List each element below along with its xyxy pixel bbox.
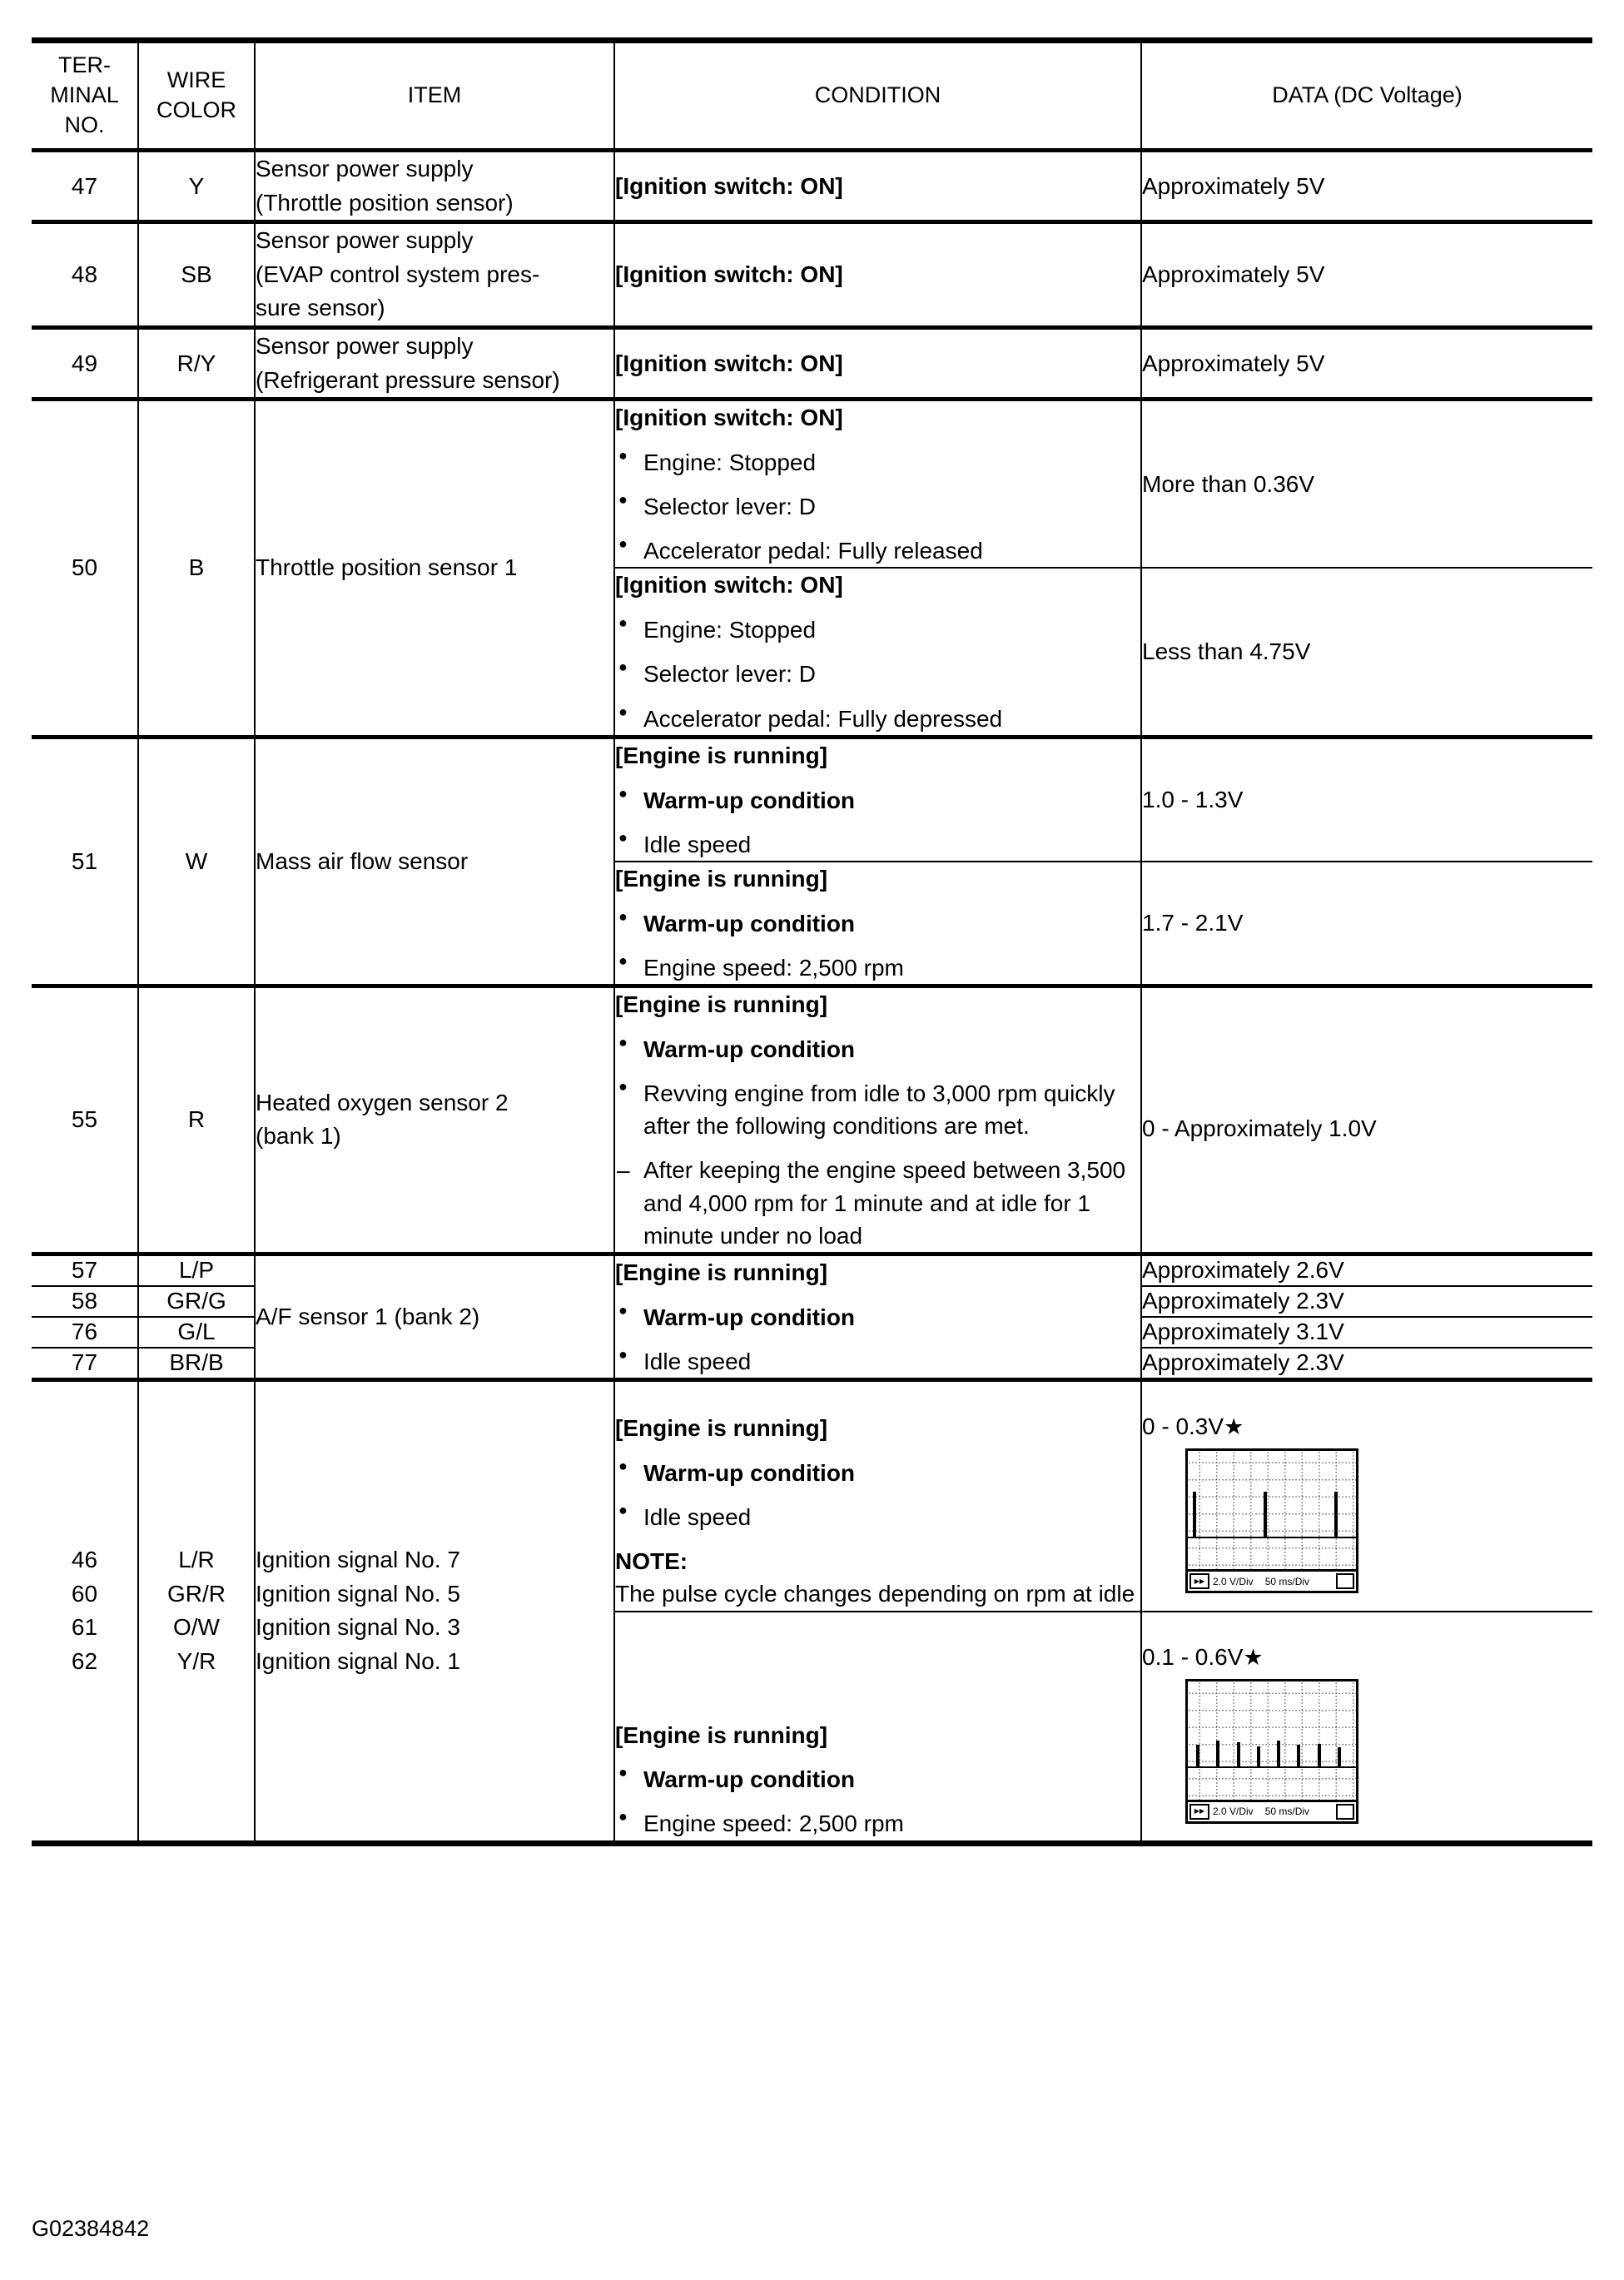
scope-footer-2500rpm	[1185, 1802, 1358, 1824]
cell-condition	[614, 327, 1141, 399]
wire-color: GR/R	[167, 1580, 226, 1607]
condition-heading: [Ignition switch: ON]	[615, 405, 843, 431]
terminal-no: 60	[71, 1580, 98, 1607]
cell-data-waveform	[1141, 1380, 1592, 1612]
item-line: Ignition signal No. 5	[256, 1580, 460, 1607]
note-label: NOTE:	[615, 1548, 688, 1575]
condition-heading: [Engine is running]	[615, 1721, 828, 1748]
item-line: Sensor power supply	[256, 227, 474, 254]
cell-terminal-no-group	[32, 1380, 138, 1844]
condition-heading: [Ignition switch: ON]	[615, 261, 843, 288]
condition-heading: [Engine is running]	[615, 742, 828, 768]
condition-bullet: ● Warm-up condition	[615, 1457, 1140, 1489]
wire-color: O/W	[173, 1614, 220, 1641]
document-page	[0, 37, 1624, 2280]
cell-condition	[614, 1612, 1141, 1844]
scope-end-box-icon	[1336, 1804, 1354, 1820]
scope-cursor-icon: ▶▶	[1189, 1573, 1209, 1589]
wire-color: Y/R	[176, 1647, 216, 1674]
cell-data: Approximately 2.6V	[1141, 1254, 1592, 1286]
table-row	[32, 151, 1592, 222]
item-line: (Refrigerant pressure sensor)	[256, 366, 560, 393]
header-wire-color	[138, 41, 255, 151]
condition-bullet-list	[615, 1301, 1140, 1378]
condition-bullet: ● Engine: Stopped	[615, 613, 1140, 646]
table-row	[32, 400, 1592, 569]
cell-data: More than 0.36V	[1141, 400, 1592, 569]
condition-bullet-list	[615, 1033, 1140, 1252]
scope-spike	[1277, 1741, 1280, 1766]
scope-time-per-div: 50 ms/Div	[1264, 1575, 1310, 1587]
item-line: Heated oxygen sensor 2	[256, 1089, 509, 1115]
cell-condition	[614, 400, 1141, 569]
cell-terminal-no: 51	[32, 737, 138, 986]
cell-item	[255, 737, 614, 986]
condition-bullet: ● Engine speed: 2,500 rpm	[615, 1807, 1140, 1840]
scope-spike	[1264, 1492, 1267, 1537]
terminal-no: 46	[71, 1547, 98, 1573]
table-row	[32, 222, 1592, 328]
cell-wire-color: L/P	[138, 1254, 255, 1286]
condition-heading: [Engine is running]	[615, 1259, 828, 1285]
condition-bullet: ● Revving engine from idle to 3,000 rpm quickly after the following conditions are met.	[615, 1077, 1140, 1142]
scope-time-per-div: 50 ms/Div	[1264, 1806, 1310, 1818]
scope-spike	[1297, 1745, 1300, 1766]
cell-data: Approximately 3.1V	[1141, 1317, 1592, 1348]
condition-heading: [Engine is running]	[615, 1415, 828, 1442]
cell-condition	[614, 986, 1141, 1254]
item-line: sure sensor)	[256, 295, 385, 321]
condition-subbullet: – After keeping the engine speed between 3,500 and 4,000 rpm for 1 minute and at idle for 1 minute under no load	[615, 1154, 1140, 1252]
header-terminal-line3: NO.	[64, 112, 105, 137]
header-data: DATA (DC Voltage)	[1141, 41, 1592, 151]
cell-wire-color: BR/B	[138, 1348, 255, 1380]
condition-bullet: ● Warm-up condition	[615, 1763, 1140, 1796]
condition-bullet: ● Warm-up condition	[615, 1033, 1140, 1065]
cell-wire-color: R	[138, 986, 255, 1254]
figure-reference-code: G02384842	[32, 2216, 150, 2241]
cell-condition	[614, 151, 1141, 222]
data-value: 0.1 - 0.6V	[1142, 1643, 1244, 1670]
cell-item	[255, 327, 614, 399]
scope-spike	[1318, 1744, 1321, 1766]
condition-bullet: ● Accelerator pedal: Fully depressed	[615, 703, 1140, 735]
cell-terminal-no: 76	[32, 1317, 138, 1348]
table-row	[32, 986, 1592, 1254]
cell-terminal-no: 50	[32, 400, 138, 738]
cell-terminal-no: 48	[32, 222, 138, 328]
item-line: Ignition signal No. 1	[256, 1647, 460, 1674]
item-line: Sensor power supply	[256, 332, 474, 359]
scope-spike	[1334, 1492, 1338, 1537]
scope-spike	[1216, 1741, 1219, 1766]
data-value-with-star	[1142, 1413, 1592, 1440]
terminal-no: 61	[71, 1614, 98, 1641]
item-line: Mass air flow sensor	[256, 847, 469, 874]
condition-bullet: ● Idle speed	[615, 828, 1140, 861]
condition-bullet: ● Accelerator pedal: Fully released	[615, 534, 1140, 567]
cell-wire-color: W	[138, 737, 255, 986]
cell-condition	[614, 1254, 1141, 1379]
cell-condition	[614, 222, 1141, 328]
cell-terminal-no: 57	[32, 1254, 138, 1286]
oscilloscope-waveform-2500rpm	[1185, 1679, 1358, 1802]
header-terminal-no	[32, 41, 138, 151]
condition-bullet: ● Engine speed: 2,500 rpm	[615, 951, 1140, 984]
condition-bullet-list	[615, 1763, 1140, 1840]
data-value-with-star	[1142, 1644, 1592, 1671]
condition-bullet: ● Idle speed	[615, 1501, 1140, 1533]
condition-bullet-list	[615, 613, 1140, 735]
condition-heading: [Engine is running]	[615, 865, 828, 892]
oscilloscope-waveform-idle	[1185, 1448, 1358, 1572]
item-line: Ignition signal No. 3	[256, 1614, 460, 1641]
scope-spike	[1237, 1742, 1240, 1766]
scope-spike	[1257, 1746, 1260, 1766]
star-icon: ★	[1224, 1414, 1244, 1440]
scope-spike	[1196, 1745, 1199, 1766]
scope-footer-idle	[1185, 1572, 1358, 1593]
condition-bullet: ● Warm-up condition	[615, 907, 1140, 940]
table-row	[32, 1380, 1592, 1612]
cell-terminal-no: 47	[32, 151, 138, 222]
condition-bullet-list	[615, 1457, 1140, 1533]
cell-wire-color: Y	[138, 151, 255, 222]
condition-bullet: ● Selector lever: D	[615, 490, 1140, 523]
data-value: 0 - 0.3V	[1142, 1413, 1224, 1440]
cell-terminal-no: 58	[32, 1286, 138, 1317]
cell-condition	[614, 737, 1141, 862]
cell-data: 1.0 - 1.3V	[1141, 737, 1592, 862]
note-body: The pulse cycle changes depending on rpm at idle	[615, 1580, 1135, 1607]
star-icon: ★	[1243, 1644, 1264, 1670]
cell-condition	[614, 862, 1141, 986]
cell-condition	[614, 568, 1141, 737]
cell-data: Approximately 2.3V	[1141, 1348, 1592, 1380]
header-wire-line1: WIRE	[166, 67, 226, 93]
scope-cursor-icon: ▶▶	[1189, 1804, 1209, 1820]
cell-data-waveform	[1141, 1612, 1592, 1844]
cell-item	[255, 400, 614, 738]
scope-baseline	[1188, 1766, 1356, 1768]
condition-bullet-list	[615, 907, 1140, 984]
cell-item	[255, 986, 614, 1254]
header-wire-line2: COLOR	[156, 97, 237, 122]
condition-bullet: ● Warm-up condition	[615, 784, 1140, 817]
cell-item-group	[255, 1380, 614, 1844]
cell-data: Approximately 5V	[1141, 151, 1592, 222]
scope-volts-per-div: 2.0 V/Div	[1213, 1806, 1254, 1818]
table-row	[32, 1254, 1592, 1286]
cell-data: Less than 4.75V	[1141, 568, 1592, 737]
cell-item: A/F sensor 1 (bank 2)	[255, 1254, 614, 1379]
condition-bullet: ● Selector lever: D	[615, 658, 1140, 690]
ecm-terminal-table	[32, 37, 1592, 1846]
scope-spike	[1193, 1492, 1196, 1537]
scope-spike	[1338, 1747, 1341, 1766]
item-line: Throttle position sensor 1	[256, 554, 518, 581]
cell-wire-color-group	[138, 1380, 255, 1844]
condition-bullet: ● Engine: Stopped	[615, 446, 1140, 479]
cell-data: Approximately 5V	[1141, 222, 1592, 328]
cell-terminal-no: 49	[32, 327, 138, 399]
terminal-no: 62	[71, 1647, 98, 1674]
header-terminal-line2: MINAL	[50, 82, 119, 108]
cell-data: 1.7 - 2.1V	[1141, 862, 1592, 986]
cell-item	[255, 222, 614, 328]
condition-heading: [Ignition switch: ON]	[615, 172, 843, 199]
condition-heading: [Engine is running]	[615, 991, 828, 1018]
cell-data: Approximately 2.3V	[1141, 1286, 1592, 1317]
scope-grid	[1188, 1681, 1356, 1800]
table-row	[32, 327, 1592, 399]
scope-end-box-icon	[1336, 1573, 1354, 1589]
cell-wire-color: SB	[138, 222, 255, 328]
item-line: Sensor power supply	[256, 156, 474, 181]
scope-grid	[1188, 1451, 1356, 1569]
scope-baseline	[1188, 1537, 1356, 1538]
cell-wire-color: GR/G	[138, 1286, 255, 1317]
cell-condition	[614, 1380, 1141, 1612]
condition-bullet: ● Idle speed	[615, 1345, 1140, 1378]
table-row	[32, 737, 1592, 862]
table-header-row	[32, 41, 1592, 151]
item-line: (EVAP control system pres-	[256, 261, 540, 287]
condition-bullet-list	[615, 446, 1140, 568]
item-line: (Throttle position sensor)	[256, 189, 514, 216]
scope-volts-per-div: 2.0 V/Div	[1213, 1575, 1254, 1587]
condition-bullet: ● Warm-up condition	[615, 1301, 1140, 1334]
item-line: (bank 1)	[256, 1123, 341, 1150]
wire-color: L/R	[178, 1547, 215, 1573]
condition-heading: [Ignition switch: ON]	[615, 350, 843, 376]
condition-heading: [Ignition switch: ON]	[615, 572, 843, 599]
cell-data: Approximately 5V	[1141, 327, 1592, 399]
header-terminal-line1: TER-	[58, 52, 111, 78]
cell-wire-color: R/Y	[138, 327, 255, 399]
item-line: Ignition signal No. 7	[256, 1547, 460, 1573]
cell-item	[255, 151, 614, 222]
header-item: ITEM	[255, 41, 614, 151]
cell-terminal-no: 55	[32, 986, 138, 1254]
condition-bullet-list	[615, 784, 1140, 861]
cell-wire-color: G/L	[138, 1317, 255, 1348]
header-condition: CONDITION	[614, 41, 1141, 151]
cell-terminal-no: 77	[32, 1348, 138, 1380]
cell-data: 0 - Approximately 1.0V	[1141, 986, 1592, 1254]
cell-wire-color: B	[138, 400, 255, 738]
